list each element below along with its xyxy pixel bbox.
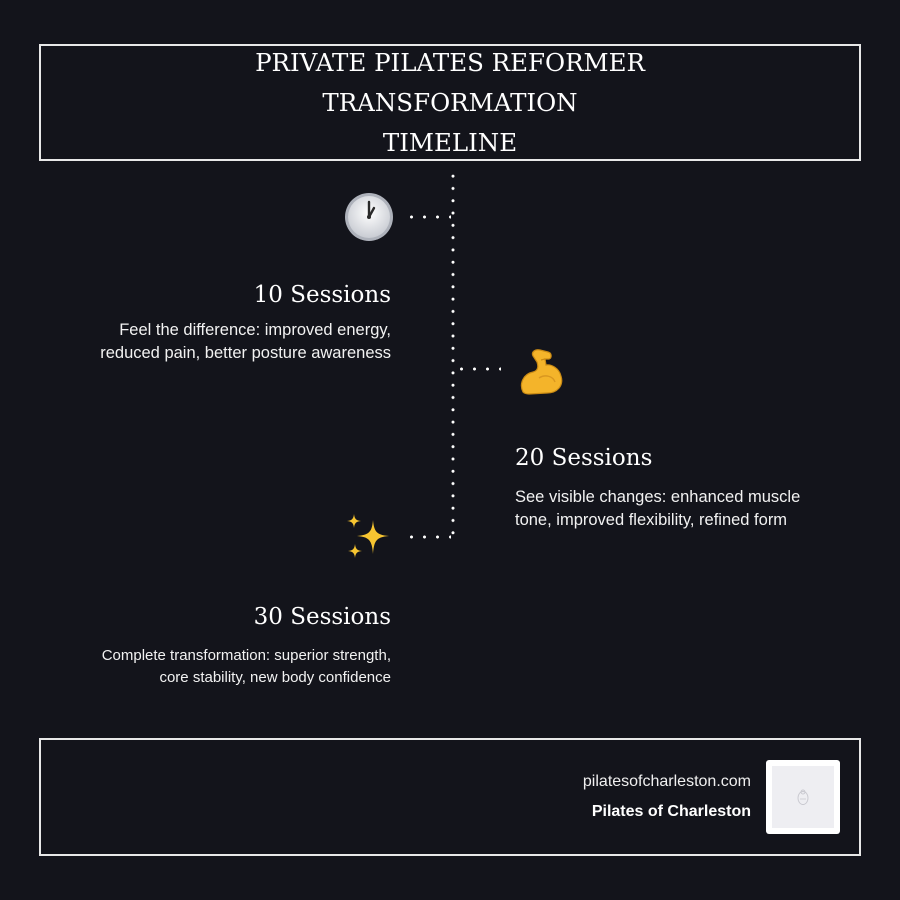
clock-icon: [343, 191, 395, 243]
milestone-2-desc-line-1: See visible changes: enhanced muscle: [515, 488, 801, 506]
milestone-2-description: [515, 486, 800, 532]
studio-logo: [766, 760, 840, 834]
milestone-3-title: 30 Sessions: [253, 604, 391, 630]
milestone-1-desc-line-1: Feel the difference: improved energy,: [119, 321, 391, 339]
footer-website-link[interactable]: pilatesofcharleston.com: [582, 773, 751, 790]
flexed-biceps-icon: [515, 346, 567, 398]
milestone-1-connector: [405, 215, 451, 219]
timeline-vertical-line: [451, 170, 455, 542]
page-title-line-2: TIMELINE: [382, 127, 518, 157]
page-title: [130, 43, 770, 163]
footer: [39, 738, 861, 856]
milestone-1-title: 10 Sessions: [253, 282, 391, 308]
milestone-2-title: 20 Sessions: [515, 445, 653, 471]
milestone-1-description: [100, 319, 391, 365]
milestone-2-desc-line-2: tone, improved flexibility, refined form: [515, 511, 788, 529]
milestone-1-desc-line-2: reduced pain, better posture awareness: [100, 344, 391, 362]
milestone-3-connector: [405, 535, 451, 539]
milestone-2-connector: [455, 367, 501, 371]
footer-studio-name: Pilates of Charleston: [591, 803, 751, 820]
milestone-3-desc-line-1: Complete transformation: superior strength,: [101, 647, 391, 664]
milestone-3-description: [102, 645, 391, 689]
title-box: [39, 44, 861, 161]
page-title-line-1: PRIVATE PILATES REFORMER TRANSFORMATION: [255, 47, 645, 117]
sparkles-icon: [343, 512, 395, 564]
milestone-3-desc-line-2: core stability, new body confidence: [159, 669, 391, 686]
studio-logo-icon: [796, 788, 810, 806]
